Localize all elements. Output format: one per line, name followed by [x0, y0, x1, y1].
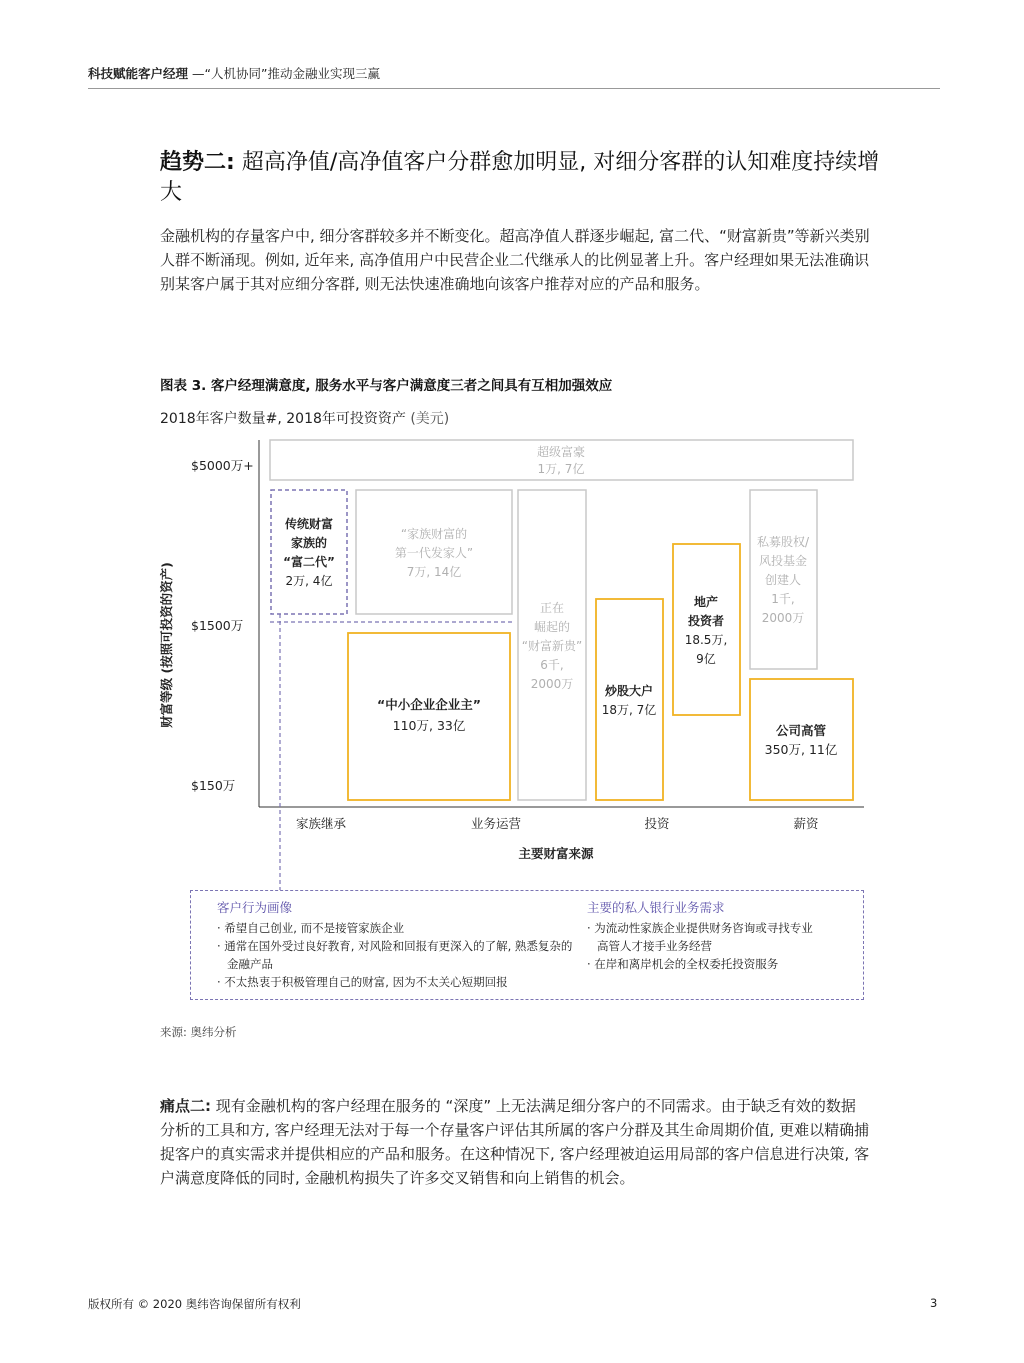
segment-label: 地产 [693, 595, 719, 609]
segment-value: 2000万 [761, 611, 805, 625]
figure-subtitle-main: 2018年客户数量#, 2018年可投资资产 [160, 411, 406, 427]
segment-value: 6千, [540, 658, 564, 672]
segment-label: 崛起的 [533, 620, 571, 634]
segment-label: 风投基金 [758, 554, 808, 568]
segment-value: 350万, 11亿 [764, 742, 838, 757]
segment-label: “家族财富的 [400, 527, 468, 541]
segment-value: 2万, 4亿 [285, 574, 333, 588]
banking-needs-column [587, 899, 817, 973]
x-tick-label: 家族继承 [295, 816, 347, 831]
segment-label: 家族的 [290, 536, 328, 550]
section-title-bold: 趋势二: [160, 150, 235, 175]
x-axis-title: 主要财富来源 [518, 846, 594, 861]
segment-value: 1千, [771, 592, 795, 606]
behavior-profile-column [217, 899, 577, 991]
segment-value: 18.5万, [684, 633, 728, 647]
list-item: · 在岸和离岸机会的全权委托投资服务 [587, 957, 779, 971]
y-tick-label: $150万 [191, 778, 236, 793]
figure-source: 来源: 奥纬分析 [160, 1025, 237, 1039]
list-item: · 为流动性家族企业提供财务咨询或寻找专业高管人才接手业务经营 [587, 921, 813, 953]
list-item: · 通常在国外受过良好教育, 对风险和回报有更深入的了解, 熟悉复杂的金融产品 [217, 939, 573, 971]
section-title-rest: 超高净值/高净值客户分群愈加明显, 对细分客群的认知难度持续增大 [160, 150, 880, 205]
list-item: · 不太热衷于积极管理自己的财富, 因为不太关心短期回报 [217, 975, 508, 989]
segment-label: 投资者 [687, 614, 725, 628]
segment-label: 正在 [539, 601, 565, 615]
header-bold: 科技赋能客户经理 [88, 66, 189, 81]
segment-label: “中小企业企业主” [377, 697, 481, 712]
client-behavior-box [190, 890, 864, 1000]
page-number: 3 [930, 1296, 938, 1310]
figure-title: 图表 3. 客户经理满意度, 服务水平与客户满意度三者之间具有互相加强效应 [160, 378, 613, 394]
segment-value: 7万, 14亿 [406, 565, 462, 579]
segment-executive [750, 679, 853, 800]
pain-point-bold: 痛点二: [160, 1097, 211, 1115]
segment-real-estate-investor [673, 544, 740, 715]
figure-subtitle-unit: (美元) [410, 411, 450, 427]
banking-needs-title: 主要的私人银行业务需求 [587, 900, 725, 915]
behavior-profile-title: 客户行为画像 [217, 900, 293, 915]
segment-value: 2000万 [530, 677, 574, 691]
y-tick-label: $1500万 [191, 618, 244, 633]
segment-label: 创建人 [764, 573, 802, 587]
segment-value: 110万, 33亿 [392, 718, 466, 733]
y-tick-label: $5000万+ [191, 458, 254, 473]
segment-rich-second-gen [271, 490, 347, 614]
segment-label: 私募股权/ [756, 535, 810, 549]
segment-label: 传统财富 [284, 517, 334, 531]
segment-label: 炒股大户 [604, 684, 654, 698]
segment-label: “富二代” [283, 555, 335, 569]
x-tick-label: 薪资 [793, 816, 819, 831]
segment-stock-investor [596, 599, 663, 800]
header-rest: —“人机协同”推动金融业实现三赢 [192, 66, 380, 81]
x-tick-label: 投资 [644, 816, 670, 831]
intro-paragraph: 金融机构的存量客户中, 细分客群较多并不断变化。超高净值人群逐步崛起, 富二代、“财富新贵”等新兴类别人群不断涌现。例如, 近年来, 高净值用户中民营企业二代继承人的比例显著上升。客户经理如果无法准确识别某客户属于其对应细分客群, 则无法快速准确地向该客户推荐对应的产品和服务。 [160, 227, 870, 293]
footer-copyright: 版权所有 © 2020 奥纬咨询保留所有权利 [88, 1297, 301, 1311]
segment-label: 第一代发家人” [394, 546, 474, 560]
segment-label: 超级富豪 [536, 445, 586, 459]
pain-point-paragraph [160, 1094, 870, 1190]
segment-label: 公司高管 [775, 723, 827, 738]
segment-sme-owner [348, 633, 510, 800]
segment-value: 18万, 7亿 [601, 703, 657, 717]
segment-value: 1万, 7亿 [537, 462, 585, 476]
pain-point-text: 现有金融机构的客户经理在服务的 “深度” 上无法满足细分客户的不同需求。由于缺乏有效的数据分析的工具和方, 客户经理无法对于每一个存量客户评估其所属的客户分群及其生命周期价值, 更难以精确捕捉客户的真实需求并提供相应的产品和服务。在这种情况下, 客户经理被迫运用局部的客户信息进行决策, 客户满意度降低的同时, 金融机构损失了许多交叉销售和向上销售的机会。 [160, 1097, 870, 1187]
segment-label: “财富新贵” [521, 639, 583, 653]
x-tick-label: 业务运营 [470, 816, 522, 831]
list-item: · 希望自己创业, 而不是接管家族企业 [217, 921, 405, 935]
y-axis-title: 财富等级 (按照可投资的资产) [159, 562, 174, 728]
segment-value: 9亿 [696, 652, 716, 666]
